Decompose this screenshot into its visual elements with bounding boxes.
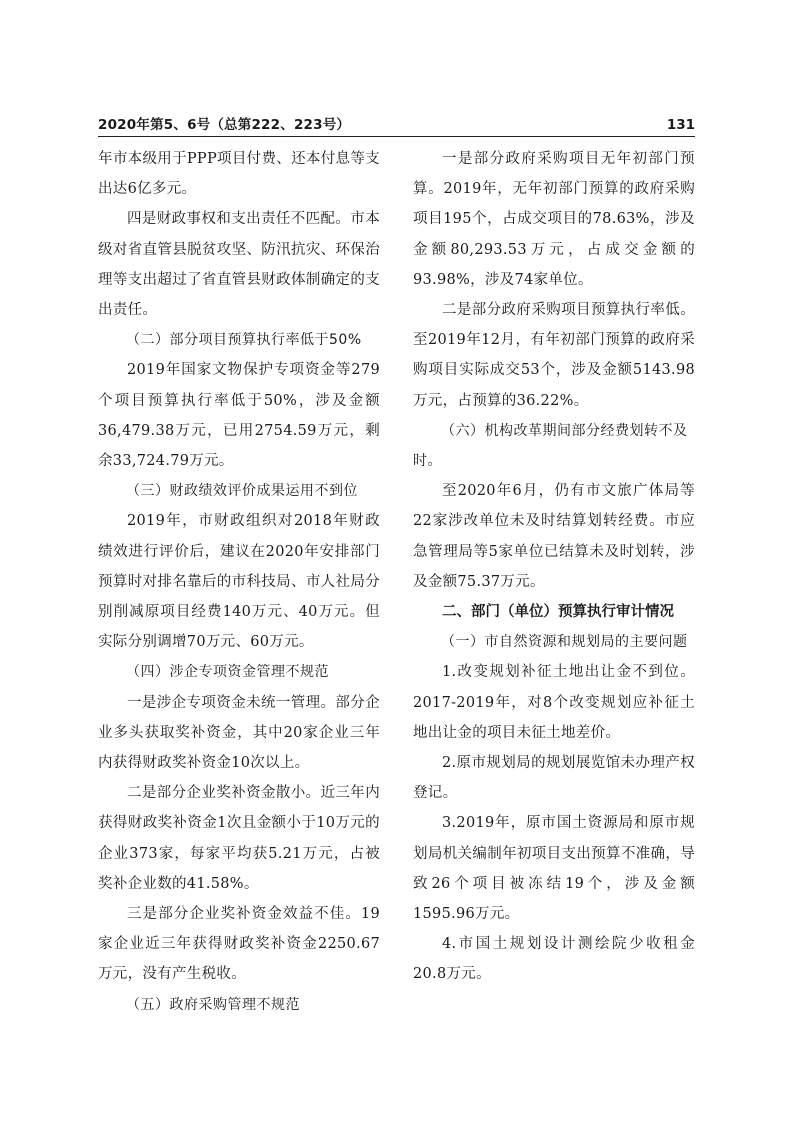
page-number: 131 bbox=[666, 117, 695, 133]
issue-label: 2020年第5、6号（总第222、223号） bbox=[98, 117, 351, 133]
section-heading: （三）财政绩效评价成果运用不到位 bbox=[126, 483, 358, 500]
paragraph: 2019年国家文物保护专项资金等279个项目预算执行率低于50%，涉及金额36,479.38万元，已用2754.59万元，剩余33,724.79万元。 bbox=[98, 362, 380, 470]
paragraph: 三是部分企业奖补资金效益不佳。19家企业近三年获得财政奖补资金2250.67万元，没有产生税收。 bbox=[98, 906, 380, 983]
paragraph: 年市本级用于PPP项目付费、还本付息等支出达6亿多元。 bbox=[98, 151, 380, 198]
paragraph: 二是部分企业奖补资金散小。近三年内获得财政奖补资金1次且金额小于10万元的企业373家，每家平均获5.21万元，占被奖补企业数的41.58%。 bbox=[98, 785, 380, 892]
paragraph: 1.改变规划补征土地出让金不到位。2017-2019年，对8个改变规划应补征土地出让金的项目未征土地差价。 bbox=[413, 664, 695, 741]
paragraph: 一是部分政府采购项目无年初部门预算。2019年，无年初部门预算的政府采购项目195个，占成交项目的78.63%，涉及金额80,293.53万元，占成交金额的93.98%，涉及74家单位。 bbox=[413, 151, 695, 288]
paragraph: 2019年，市财政组织对2018年财政绩效进行评价后，建议在2020年安排部门预算时对排名靠后的市科技局、市人社局分别削减原项目经费140万元、40万元。但实际分别调增70万元、60万元。 bbox=[98, 513, 380, 651]
paragraph: 至2020年6月，仍有市文旅广体局等22家涉改单位未及时结算划转经费。市应急管理局等5家单位已结算未及时划转，涉及金额75.37万元。 bbox=[413, 483, 695, 590]
paragraph: 二是部分政府采购项目预算执行率低。至2019年12月，有年初部门预算的政府采购项目实际成交53个，涉及金额5143.98万元，占预算的36.22%。 bbox=[413, 302, 695, 409]
paragraph: 2.原市规划局的规划展览馆未办理产权登记。 bbox=[413, 755, 695, 802]
left-column bbox=[98, 144, 380, 1020]
paragraph: 3.2019年，原市国土资源局和原市规划局机关编制年初项目支出预算不准确，导致26个项目被冻结19个，涉及金额1595.96万元。 bbox=[413, 815, 695, 923]
paragraph: 一是涉企专项资金未统一管理。部分企业多头获取奖补资金，其中20家企业三年内获得财政奖补资金10次以上。 bbox=[98, 694, 380, 772]
section-heading: （四）涉企专项资金管理不规范 bbox=[126, 664, 329, 681]
section-heading: （五）政府采购管理不规范 bbox=[126, 996, 300, 1013]
chapter-heading: 二、部门（单位）预算执行审计情况 bbox=[442, 604, 674, 621]
section-heading: （二）部分项目预算执行率低于50% bbox=[126, 332, 362, 349]
paragraph: 四是财政事权和支出责任不匹配。市本级对省直管县脱贫攻坚、防汛抗灾、环保治理等支出超过了省直管县财政体制确定的支出责任。 bbox=[98, 211, 380, 319]
running-header bbox=[98, 114, 695, 137]
right-column bbox=[413, 144, 695, 990]
paragraph: 4.市国土规划设计测绘院少收租金20.8万元。 bbox=[413, 936, 695, 983]
section-heading: （一）市自然资源和规划局的主要问题 bbox=[441, 634, 688, 651]
section-heading: （六）机构改革期间部分经费划转不及时。 bbox=[413, 422, 688, 470]
